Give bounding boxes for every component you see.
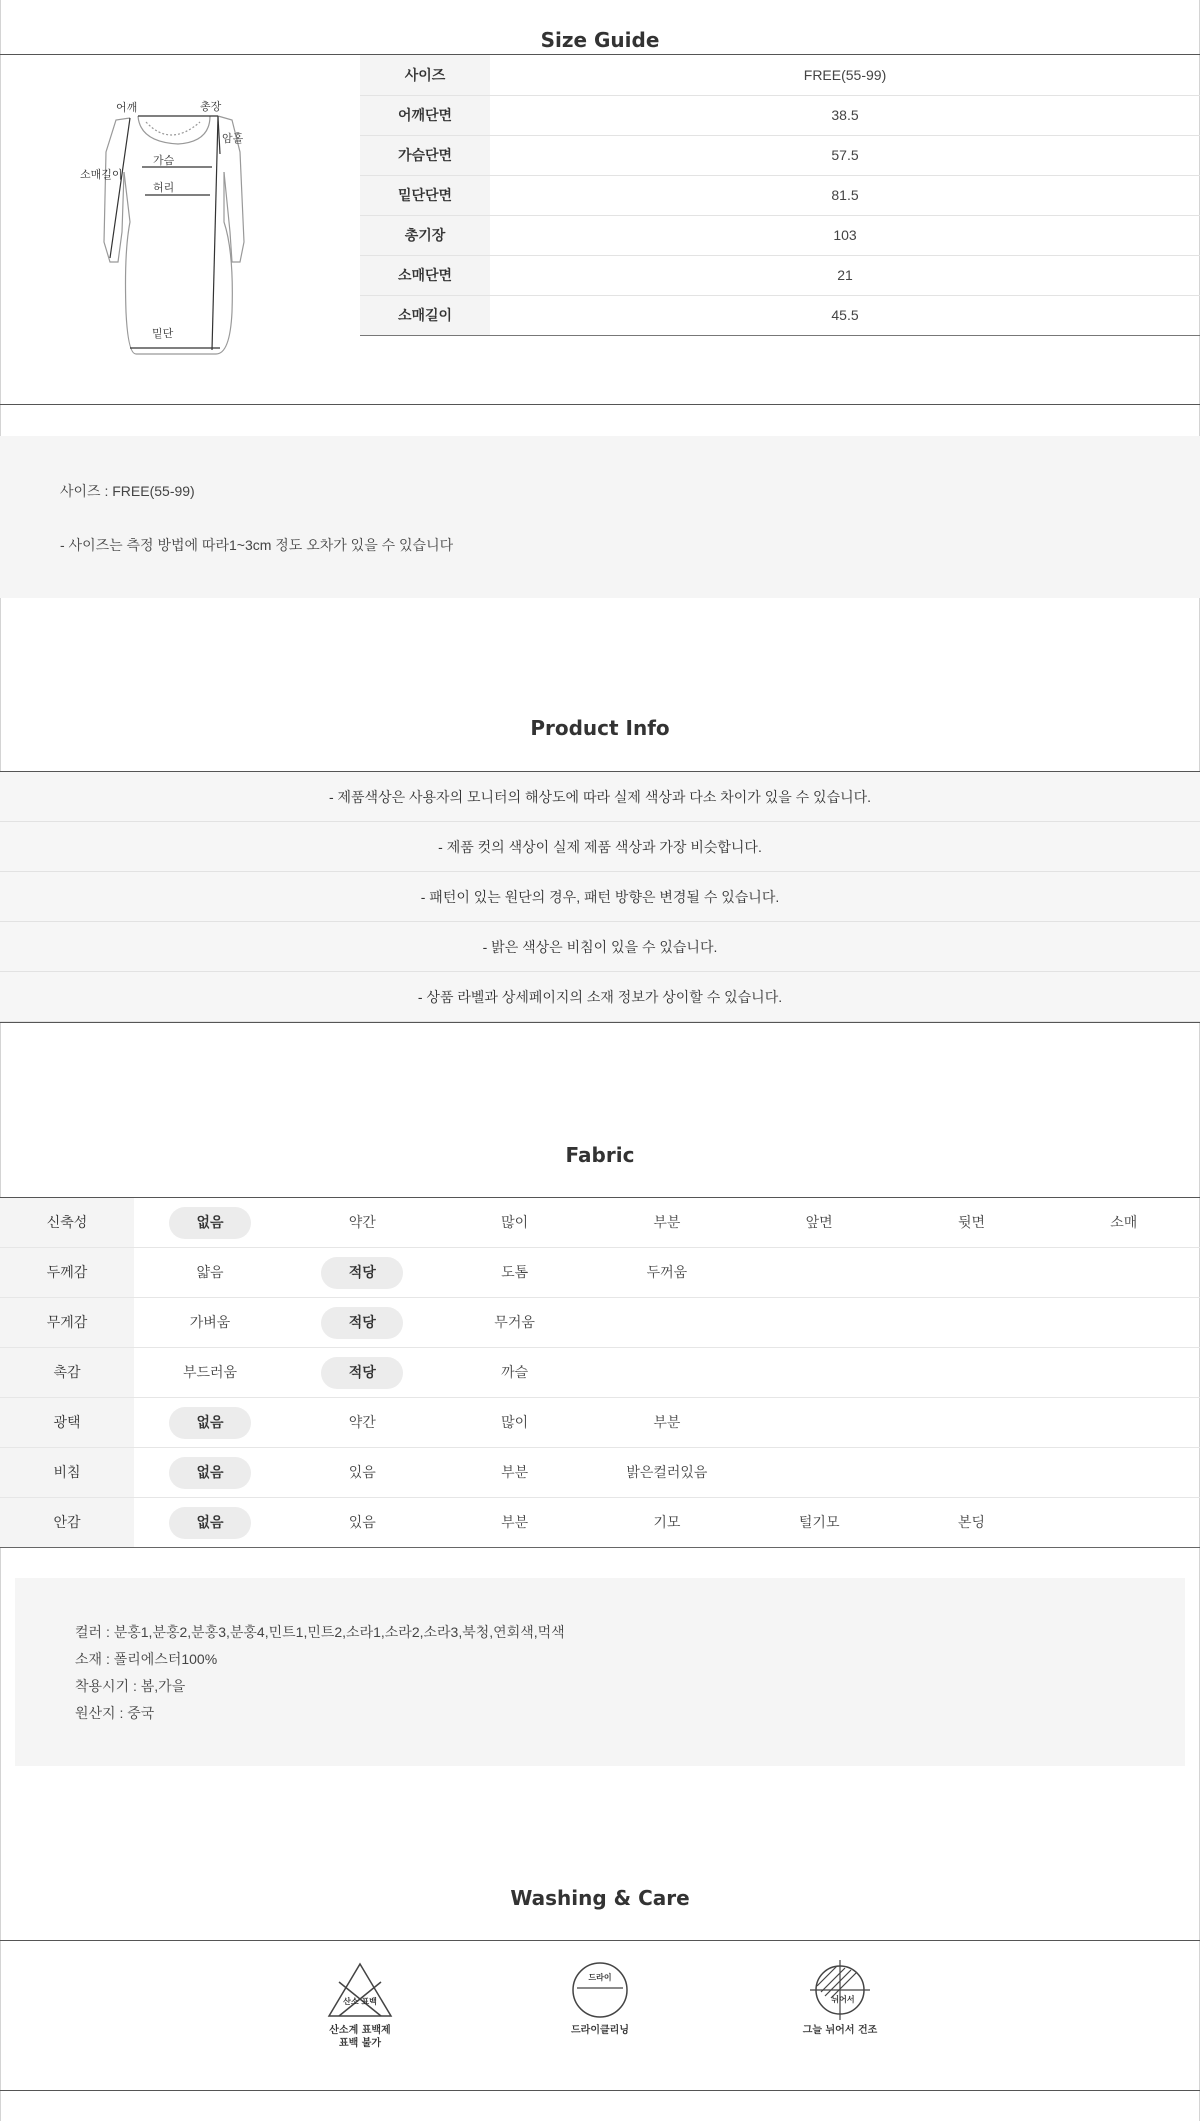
svg-text:산소 표백: 산소 표백 (343, 1997, 377, 2006)
fabric-option (439, 1498, 591, 1547)
fabric-option-label: 적당 (321, 1307, 403, 1339)
fabric-row-label: 두께감 (0, 1248, 134, 1297)
diagram-label-armhole: 암홀 (222, 132, 244, 145)
product-info-title: Product Info (530, 716, 670, 740)
fabric-option-selected (286, 1348, 438, 1397)
fabric-option-label: 없음 (169, 1407, 251, 1439)
size-row-label: 소매단면 (360, 255, 490, 295)
fabric-option (591, 1398, 743, 1447)
page-left-border (0, 0, 1, 2121)
fabric-option-label: 본딩 (957, 1514, 986, 1530)
fabric-row-label: 광택 (0, 1398, 134, 1447)
fabric-row (0, 1348, 1200, 1398)
fabric-option (134, 1348, 286, 1397)
fabric-option-label: 무거움 (494, 1314, 535, 1330)
fabric-option (1048, 1198, 1200, 1247)
fabric-option-selected (134, 1448, 286, 1497)
fabric-option-selected (134, 1498, 286, 1547)
care-label: 표백 불가 (338, 2038, 382, 2049)
fabric-option (439, 1348, 591, 1397)
svg-text:뉘어서: 뉘어서 (831, 1995, 855, 2004)
fabric-row-label: 안감 (0, 1498, 134, 1547)
fabric-option-label: 많이 (501, 1414, 529, 1430)
size-row (360, 295, 1200, 335)
no-bleach-icon (300, 1960, 420, 2050)
fabric-option (286, 1498, 438, 1547)
fabric-option-label: 뒷면 (957, 1214, 986, 1230)
size-row-value: 57.5 (490, 135, 1200, 175)
washing-bottom-line (0, 2090, 1200, 2091)
fabric-row (0, 1248, 1200, 1298)
washing-care-title: Washing & Care (510, 1886, 690, 1910)
fabric-row (0, 1298, 1200, 1348)
fabric-option-selected (286, 1298, 438, 1347)
fabric-row-label: 무게감 (0, 1298, 134, 1347)
fabric-option-label: 앞면 (805, 1214, 833, 1230)
care-label: 산소계 표백제 (329, 2025, 391, 2036)
fabric-option-label: 적당 (321, 1257, 403, 1289)
care-label: 드라이클리닝 (571, 2025, 629, 2036)
size-row-label: 가슴단면 (360, 135, 490, 175)
fabric-option-label: 부드러움 (182, 1364, 238, 1380)
svg-text:드라이: 드라이 (588, 1973, 612, 1982)
size-notice-line: 사이즈 : FREE(55-99) (60, 483, 195, 499)
fabric-option (286, 1398, 438, 1447)
size-row-label: 소매길이 (360, 295, 490, 335)
size-row (360, 215, 1200, 255)
diagram-label-chest: 가슴 (153, 154, 175, 167)
size-row-value: 45.5 (490, 295, 1200, 335)
fabric-option (286, 1448, 438, 1497)
product-info-bottom-line (0, 1022, 1200, 1023)
fabric-option-label: 얇음 (196, 1264, 224, 1280)
diagram-label-length: 총장 (200, 100, 222, 113)
fabric-detail-line: 원산지 : 중국 (75, 1705, 155, 1721)
fabric-option-label: 가벼움 (189, 1314, 231, 1330)
fabric-option (439, 1248, 591, 1297)
size-row (360, 135, 1200, 175)
fabric-option-selected (134, 1198, 286, 1247)
fabric-details-box (15, 1578, 1185, 1766)
fabric-option (743, 1498, 895, 1547)
fabric-row-label: 신축성 (0, 1198, 134, 1247)
fabric-option (591, 1198, 743, 1247)
size-row-label: 밑단단면 (360, 175, 490, 215)
size-row-value: 38.5 (490, 95, 1200, 135)
diagram-label-hem: 밑단 (152, 327, 174, 340)
fabric-option-label: 부분 (653, 1214, 681, 1230)
fabric-option (286, 1198, 438, 1247)
fabric-row-label: 촉감 (0, 1348, 134, 1397)
size-notice-box (0, 436, 1200, 598)
dry-clean-icon (540, 1960, 660, 2037)
size-row-value: 81.5 (490, 175, 1200, 215)
fabric-option-label: 많이 (501, 1214, 529, 1230)
fabric-option (134, 1248, 286, 1297)
fabric-option-label: 없음 (169, 1507, 251, 1539)
fabric-row-label: 비침 (0, 1448, 134, 1497)
size-row-value: 21 (490, 255, 1200, 295)
fabric-option-label: 까슬 (501, 1364, 529, 1380)
fabric-detail-line: 컬러 : 분홍1,분홍2,분홍3,분홍4,민트1,민트2,소라1,소라2,소라3,북청,연회색,먹색 (75, 1624, 565, 1640)
fabric-option-label: 없음 (169, 1207, 251, 1239)
fabric-option-label: 적당 (321, 1357, 403, 1389)
fabric-row (0, 1398, 1200, 1448)
size-row (360, 55, 1200, 95)
fabric-option-label: 털기모 (798, 1514, 840, 1530)
product-info-item: - 상품 라벨과 상세페이지의 소재 정보가 상이할 수 있습니다. (0, 972, 1200, 1022)
size-row (360, 255, 1200, 295)
fabric-option-label: 소매 (1110, 1214, 1138, 1230)
fabric-option-label: 부분 (501, 1464, 529, 1480)
fabric-option-label: 약간 (348, 1414, 376, 1430)
fabric-option-label: 밝은컬러있음 (626, 1464, 708, 1480)
size-row (360, 175, 1200, 215)
size-guide-bottom-line (0, 404, 1200, 405)
fabric-option-label: 약간 (348, 1214, 376, 1230)
fabric-detail-line: 소재 : 폴리에스터100% (75, 1651, 218, 1667)
product-info-item: - 제품색상은 사용자의 모니터의 해상도에 따라 실제 색상과 다소 차이가 있을 수 있습니다. (0, 772, 1200, 822)
fabric-option (439, 1298, 591, 1347)
fabric-option (439, 1398, 591, 1447)
size-row-value: FREE(55-99) (490, 55, 1200, 95)
diagram-label-sleeve-length: 소매길이 (80, 168, 123, 181)
fabric-option-label: 있음 (348, 1464, 376, 1480)
fabric-option (134, 1298, 286, 1347)
shade-dry-flat-icon (780, 1960, 900, 2037)
fabric-option (439, 1198, 591, 1247)
product-info-item: - 제품 컷의 색상이 실제 제품 색상과 가장 비슷합니다. (0, 822, 1200, 872)
fabric-option (439, 1448, 591, 1497)
fabric-option (743, 1198, 895, 1247)
size-row-label: 어깨단면 (360, 95, 490, 135)
size-table (360, 55, 1200, 336)
fabric-option (591, 1498, 743, 1547)
size-row-value: 103 (490, 215, 1200, 255)
size-notice-line: - 사이즈는 측정 방법에 따라1~3cm 정도 오차가 있을 수 있습니다 (60, 537, 454, 553)
fabric-row (0, 1448, 1200, 1498)
fabric-option-label: 두꺼움 (646, 1264, 688, 1280)
fabric-detail-line: 착용시기 : 봄,가을 (75, 1678, 186, 1694)
fabric-option-label: 있음 (348, 1514, 376, 1530)
care-label: 그늘 뉘어서 건조 (802, 2025, 878, 2036)
product-info-item: - 밝은 색상은 비침이 있을 수 있습니다. (0, 922, 1200, 972)
fabric-option-label: 도톰 (501, 1264, 529, 1280)
fabric-option (591, 1248, 743, 1297)
fabric-option-selected (286, 1248, 438, 1297)
product-info-item: - 패턴이 있는 원단의 경우, 패턴 방향은 변경될 수 있습니다. (0, 872, 1200, 922)
fabric-title: Fabric (565, 1143, 635, 1167)
size-row-label: 총기장 (360, 215, 490, 255)
fabric-option-selected (134, 1398, 286, 1447)
fabric-option-label: 기모 (653, 1514, 681, 1530)
size-row (360, 95, 1200, 135)
washing-top-line (0, 1940, 1200, 1941)
dress-measurement-diagram (60, 92, 280, 372)
diagram-label-shoulder: 어깨 (116, 101, 138, 114)
diagram-label-waist: 허리 (153, 181, 175, 194)
fabric-option-label: 없음 (169, 1457, 251, 1489)
fabric-option (896, 1498, 1048, 1547)
fabric-option (591, 1448, 743, 1497)
size-guide-title: Size Guide (540, 28, 660, 52)
fabric-row (0, 1198, 1200, 1248)
fabric-row (0, 1498, 1200, 1548)
size-row-label: 사이즈 (360, 55, 490, 95)
fabric-option (896, 1198, 1048, 1247)
fabric-option-label: 부분 (653, 1414, 681, 1430)
fabric-option-label: 부분 (501, 1514, 529, 1530)
